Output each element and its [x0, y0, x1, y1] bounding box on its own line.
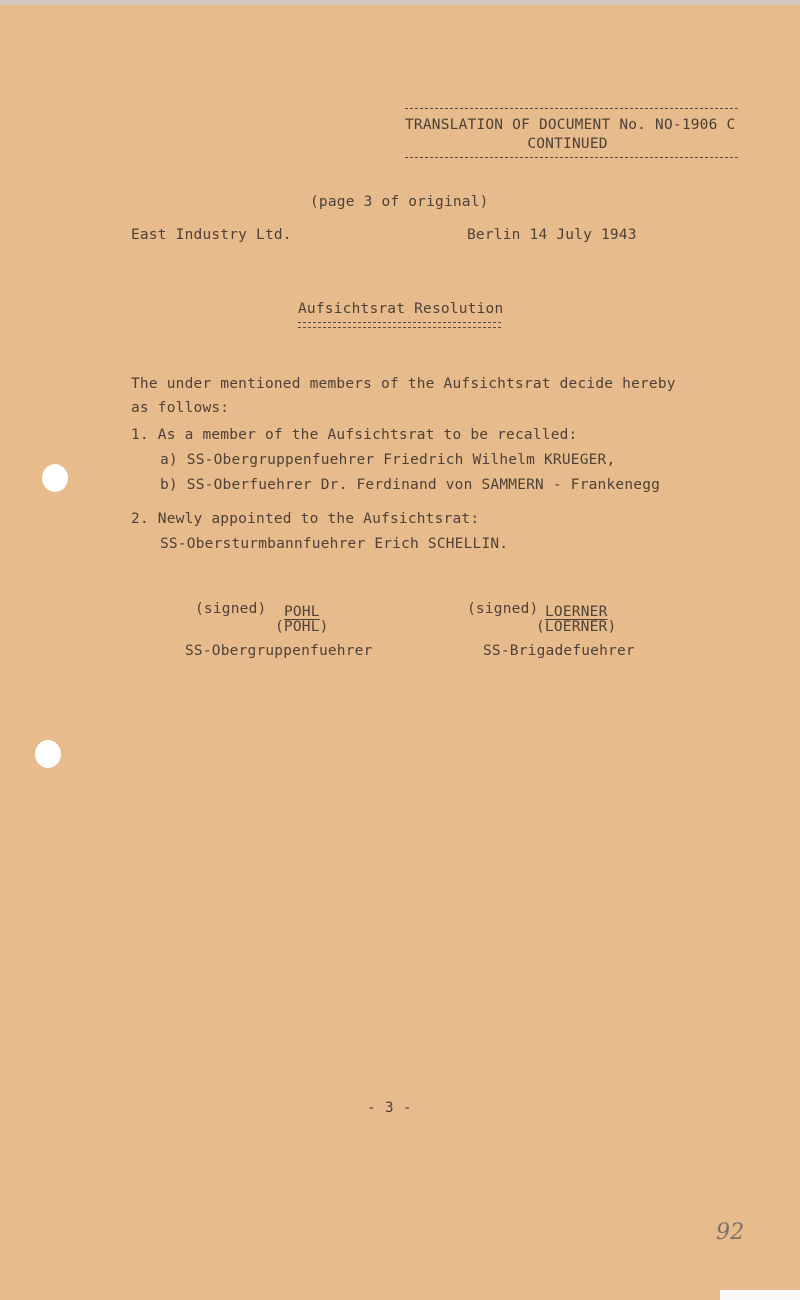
left-signature-name: POHL — [284, 604, 320, 620]
item-2-name: SS-Obersturmbannfuehrer Erich SCHELLIN. — [160, 536, 509, 552]
left-rank: SS-Obergruppenfuehrer — [185, 643, 373, 659]
scan-edge — [0, 0, 800, 5]
page-number: - 3 - — [367, 1100, 412, 1116]
item-1-heading: 1. As a member of the Aufsichtsrat to be recalled: — [131, 427, 578, 443]
right-signed-label: (signed) — [467, 601, 539, 617]
punch-hole-top — [42, 464, 68, 492]
punch-hole-bottom — [35, 740, 61, 768]
page-of-original-note: (page 3 of original) — [310, 194, 489, 210]
company-name: East Industry Ltd. — [131, 227, 292, 243]
handwritten-page-number: 92 — [716, 1220, 745, 1245]
item-2-heading: 2. Newly appointed to the Aufsichtsrat: — [131, 511, 480, 527]
header-bottom-rule — [405, 157, 738, 158]
header-line-1: TRANSLATION OF DOCUMENT No. NO-1906 C — [405, 117, 736, 133]
right-rank: SS-Brigadefuehrer — [483, 643, 635, 659]
header-top-rule — [405, 108, 738, 109]
intro-line-1: The under mentioned members of the Aufsichtsrat decide hereby — [131, 376, 676, 392]
title-double-underline — [298, 322, 501, 328]
left-typed-name: (POHL) — [275, 619, 329, 635]
place-date: Berlin 14 July 1943 — [467, 227, 637, 243]
right-signature-name: LOERNER — [545, 604, 608, 620]
document-title: Aufsichtsrat Resolution — [298, 301, 504, 317]
header-line-2: CONTINUED — [527, 136, 608, 152]
right-typed-name: (LOERNER) — [536, 619, 617, 635]
item-1b: b) SS-Oberfuehrer Dr. Ferdinand von SAMMERN - Frankenegg — [160, 477, 661, 493]
item-1a: a) SS-Obergruppenfuehrer Friedrich Wilhelm KRUEGER, — [160, 452, 616, 468]
left-signed-label: (signed) — [195, 601, 267, 617]
intro-line-2: as follows: — [131, 400, 230, 416]
torn-corner — [720, 1290, 800, 1300]
